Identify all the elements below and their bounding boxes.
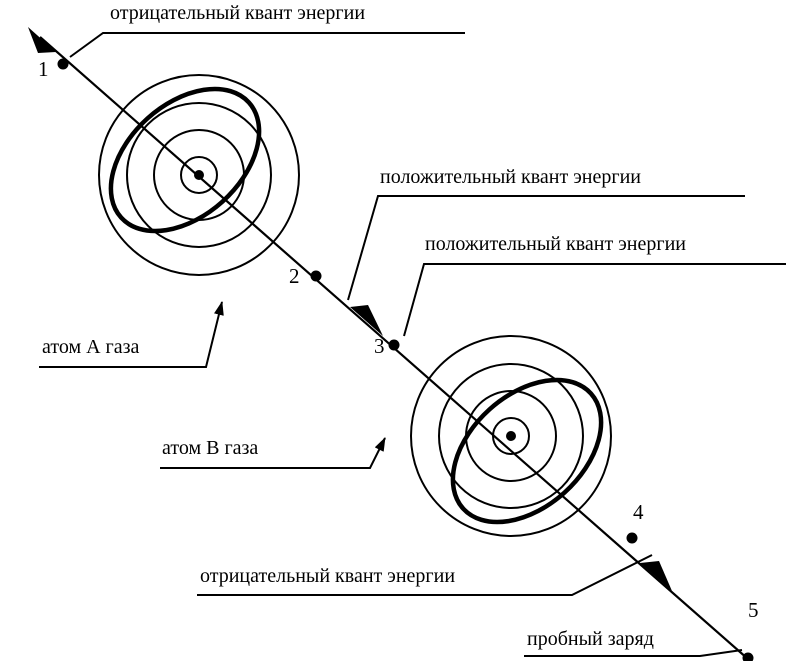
annotation-neg-quantum-top: отрицательный квант энергии: [110, 2, 366, 24]
point-label-1: 1: [38, 57, 49, 81]
annotation-pos-quantum-2: положительный квант энергии: [425, 233, 686, 255]
annotation-atom-a: атом А газа: [42, 336, 140, 358]
point-label-2: 2: [289, 264, 300, 288]
point-label-3: 3: [374, 334, 385, 358]
point-label-4: 4: [633, 500, 644, 524]
leader-lines: [39, 33, 786, 656]
atom-b-shells: [411, 336, 611, 536]
annotation-atom-b: атом В газа: [162, 437, 259, 459]
atom-a-shells: [99, 75, 299, 275]
annotation-neg-quantum-bottom: отрицательный квант энергии: [200, 565, 456, 587]
annotation-pos-quantum-1: положительный квант энергии: [380, 166, 641, 188]
annotation-probe-charge: пробный заряд: [527, 628, 654, 650]
point-label-5: 5: [748, 598, 759, 622]
